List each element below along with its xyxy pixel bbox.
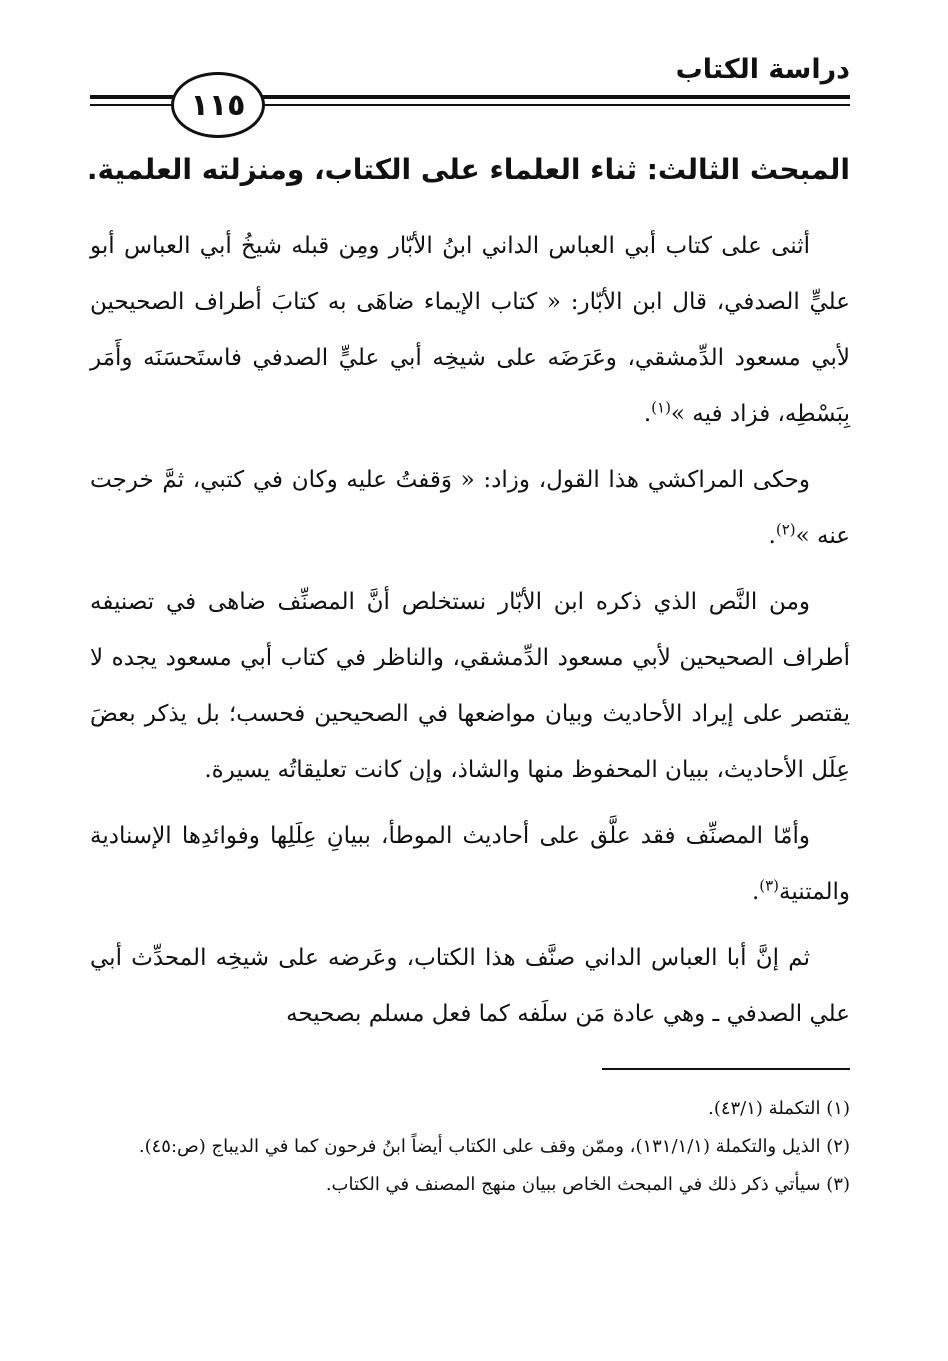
- paragraph-text: وأمّا المصنِّف فقد علَّق على أحاديث الموطأ، ببيانِ عِلَلِها وفوائدِها الإسنادية والمتنية: [90, 823, 850, 905]
- footnotes: [90, 1092, 850, 1206]
- footnote: (١) التكملة (٤٣/١).: [708, 1098, 850, 1119]
- paragraph: [90, 452, 850, 564]
- footnote: (٣) سيأتي ذكر ذلك في المبحث الخاص ببيان منهج المصنف في الكتاب.: [325, 1174, 850, 1195]
- footnote-separator: [602, 1068, 850, 1070]
- footnote-ref: (٣): [759, 876, 780, 895]
- body-text: [90, 218, 850, 1052]
- paragraph-end: .: [643, 401, 652, 427]
- paragraph-text: أثنى على كتاب أبي العباس الداني ابنُ الأبّار ومِن قبله شيخُ أبي العباس أبو عليٍّ الصدفي، قال ابن الأبّار: « كتاب الإيماء ضاهَى به كتابَ أطراف الصحيحين لأبي مسعود الدِّمشقي، وعَرَضَه على شيخِه أبي عليٍّ الصدفي فاستَحسَنَه وأَمَر بِبَسْطِه، فزاد فيه »: [90, 233, 850, 427]
- paragraph-end: .: [768, 523, 776, 549]
- running-title: دراسة الكتاب: [675, 54, 850, 85]
- footnote-ref: (١): [651, 398, 671, 417]
- paragraph-text: ومن النَّص الذي ذكره ابن الأبّار نستخلص أنَّ المصنِّف ضاهى في تصنيفه أطراف الصحيحين لأبي مسعود الدِّمشقي، والناظر في كتاب أبي مسعود يجده لا يقتصر على إيراد الأحاديث وبيان مواضعها في الصحيحين فحسب؛ بل يذكر بعضَ عِلَل الأحاديث، ببيان المحفوظ منها والشاذ، وإن كانت تعليقاتُه يسيرة.: [90, 589, 850, 783]
- section-heading: المبحث الثالث: ثناء العلماء على الكتاب، ومنزلته العلمية.: [86, 153, 850, 186]
- paragraph: [90, 808, 850, 920]
- footnote-ref: (٢): [775, 520, 796, 539]
- paragraph: [90, 218, 850, 442]
- page-number: ١١٥: [171, 72, 265, 138]
- paragraph: [90, 574, 850, 798]
- paragraph-end: .: [751, 879, 760, 905]
- paragraph-text: وحكى المراكشي هذا القول، وزاد: « وَقفتُ عليه وكان في كتبي، ثمَّ خرجت عنه »: [90, 467, 850, 549]
- paragraph-text: ثم إنَّ أبا العباس الداني صنَّف هذا الكتاب، وعَرضه على شيخِه المحدِّث أبي علي الصدفي ـ وهي عادة مَن سلَفه كما فعل مسلم بصحيحه: [90, 945, 850, 1027]
- footnote: (٢) الذيل والتكملة (١٣١/١/١)، وممّن وقف على الكتاب أيضاً ابنُ فرحون كما في الديباج (ص:٤٥).: [138, 1136, 850, 1157]
- paragraph: [90, 930, 850, 1042]
